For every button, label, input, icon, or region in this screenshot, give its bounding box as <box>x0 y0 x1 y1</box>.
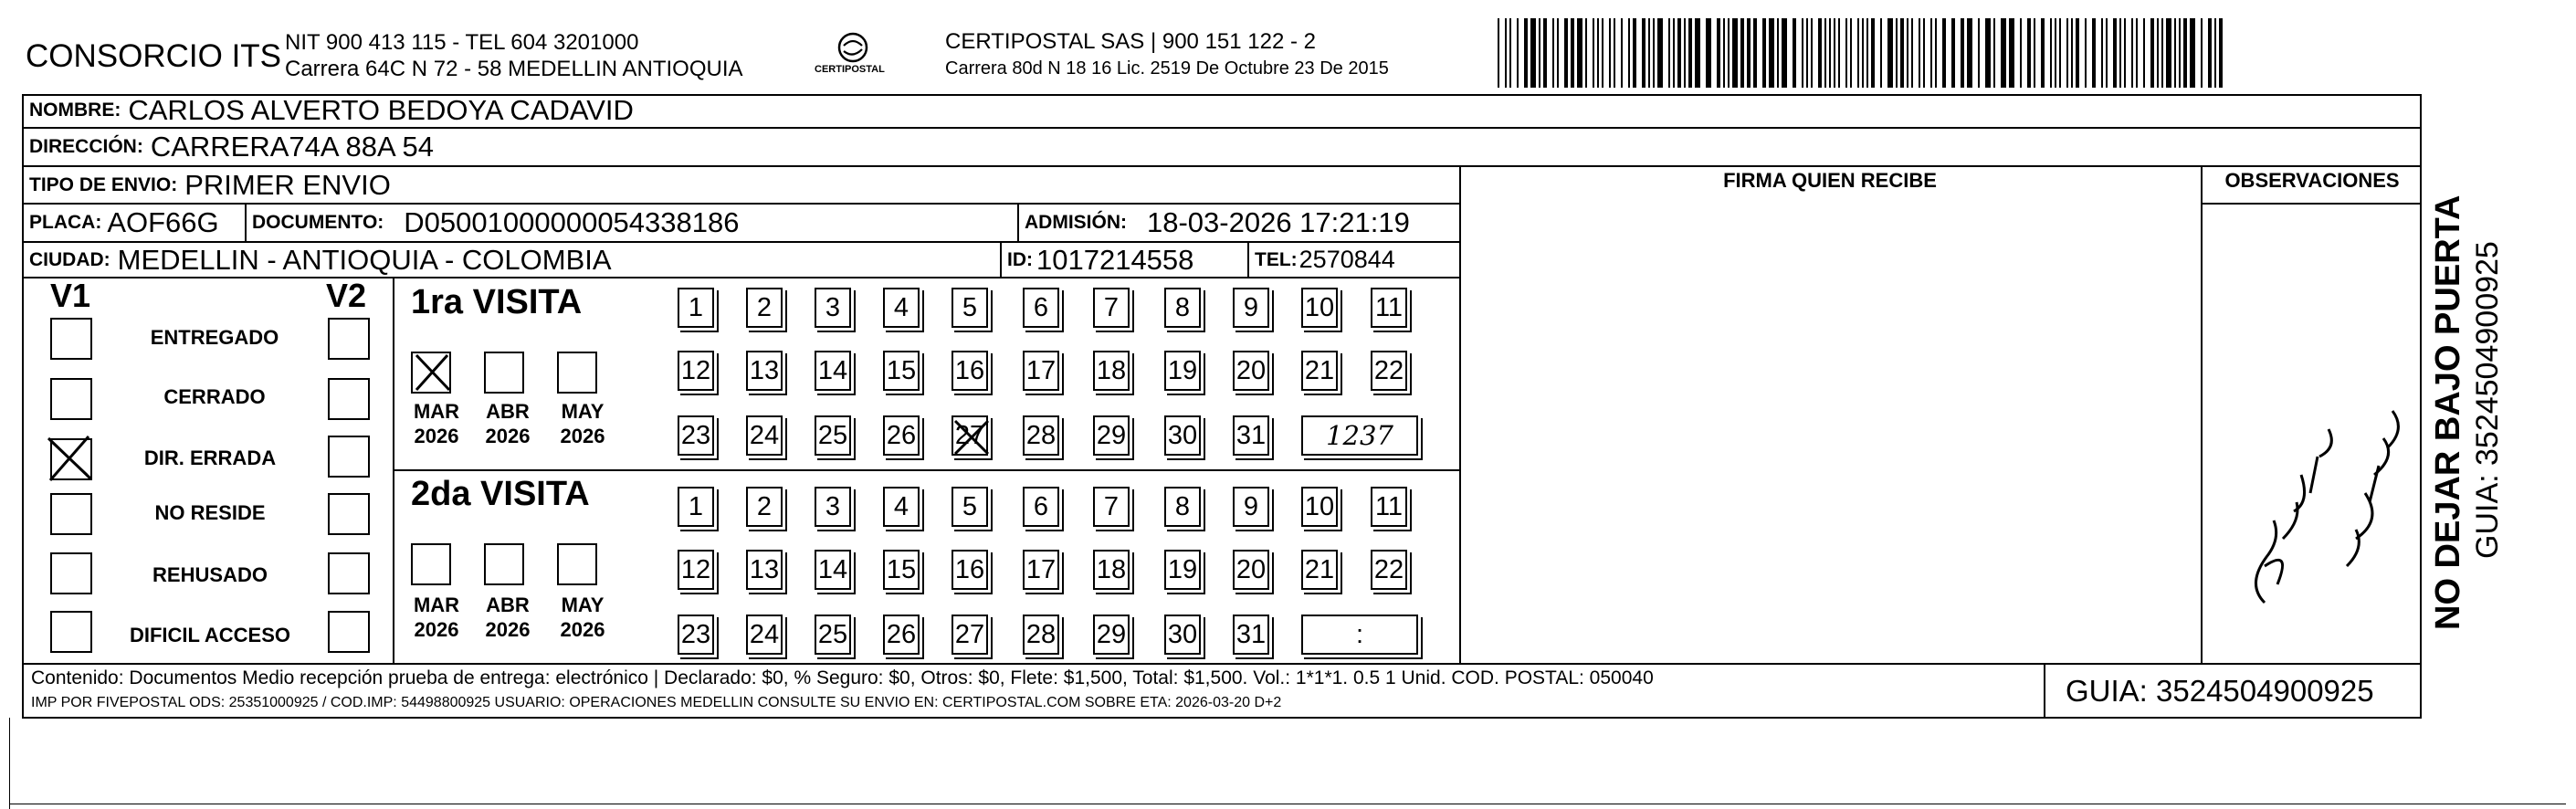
barcode-bar <box>2101 18 2103 88</box>
barcode-bar <box>1593 18 1594 88</box>
second-visit-day-9[interactable]: 9 <box>1233 487 1269 527</box>
barcode-bar <box>1648 18 1650 88</box>
placa-value: AOF66G <box>107 206 219 238</box>
barcode-bar <box>2066 18 2068 88</box>
v2-checkbox-dir-errada[interactable] <box>328 436 370 478</box>
certipostal-logo-text: CERTIPOSTAL <box>815 64 885 75</box>
nombre-label: NOMBRE: <box>29 100 121 121</box>
ciudad-label: CIUDAD: <box>29 248 110 270</box>
first-visit-month-abr[interactable] <box>484 352 524 394</box>
barcode-bar <box>1530 18 1536 88</box>
nombre-row <box>29 94 634 127</box>
v1-checkbox-dir-errada[interactable] <box>50 438 92 480</box>
barcode <box>1498 18 2228 88</box>
barcode-bar <box>1923 18 1925 88</box>
observaciones-label: OBSERVACIONES <box>2224 169 2400 192</box>
footer-imp: IMP POR FIVEPOSTAL ODS: 25351000925 / COD.IMP: 54498800925 USUARIO: OPERACIONES MEDELLIN CONSULTE SU ENVIO EN: CERTIPOSTAL.COM SOBRE ETA: 2026-03-20 D+2 <box>31 695 1282 710</box>
tipo-envio-row <box>29 167 391 203</box>
second-visit-month-abr[interactable] <box>484 543 524 585</box>
barcode-bar <box>1857 18 1859 88</box>
barcode-bar <box>1769 18 1774 88</box>
tipo-envio-value: PRIMER ENVIO <box>184 168 391 201</box>
barcode-bar <box>2119 18 2121 88</box>
first-visit-day-21[interactable]: 21 <box>1301 351 1338 391</box>
barcode-bar <box>1621 18 1623 88</box>
first-visit-month-label-may: MAY 2026 <box>560 400 605 447</box>
tel-value: 2570844 <box>1299 246 1395 273</box>
barcode-bar <box>1728 18 1730 88</box>
first-visit-day-29[interactable]: 29 <box>1093 415 1130 456</box>
barcode-bar <box>1838 18 1840 88</box>
second-visit-day-11[interactable]: 11 <box>1371 487 1407 527</box>
barcode-bar <box>1609 18 1611 88</box>
second-visit-day-14[interactable]: 14 <box>815 550 851 590</box>
barcode-bar <box>2034 18 2035 88</box>
barcode-bar <box>1633 18 1636 88</box>
barcode-bar <box>1907 18 1908 88</box>
first-visit-day-18[interactable]: 18 <box>1093 351 1130 391</box>
barcode-bar <box>1688 18 1692 88</box>
second-visit-day-21[interactable]: 21 <box>1301 550 1338 590</box>
certipostal-logo <box>807 29 899 79</box>
option-dir-errada: DIR. ERRADA <box>143 447 277 469</box>
barcode-bar <box>2201 18 2203 88</box>
second-visit-day-15[interactable]: 15 <box>883 550 920 590</box>
footer-contenido: Contenido: Documentos Medio recepción prueba de entrega: electrónico | Declarado: $0, % Seguro: $0, Otros: $0, Flete: $1,500, Total: $1,500. Vol.: 1*1*1. 0.5 1 Unid. COD. POSTAL: 050040 <box>31 667 1654 688</box>
barcode-bar <box>1967 18 1972 88</box>
first-visit-day-28[interactable]: 28 <box>1023 415 1059 456</box>
barcode-bar <box>1684 18 1686 88</box>
second-visit-day-3[interactable]: 3 <box>815 487 851 527</box>
barcode-bar <box>1498 18 1499 88</box>
v1-checkbox-no-reside[interactable] <box>50 493 92 535</box>
ciudad-cell <box>29 243 612 277</box>
first-visit-day-3[interactable]: 3 <box>815 288 851 328</box>
first-visit-month-mar[interactable] <box>411 352 451 394</box>
barcode-bar <box>1887 18 1893 88</box>
barcode-bar <box>1802 18 1803 88</box>
barcode-bar <box>1824 18 1826 88</box>
barcode-bar <box>1695 18 1700 88</box>
barcode-bar <box>1829 18 1831 88</box>
cross-mark-icon <box>407 348 458 397</box>
first-visit-day-30[interactable]: 30 <box>1164 415 1201 456</box>
cross-mark-icon <box>43 433 98 486</box>
first-visit-day-6[interactable]: 6 <box>1023 288 1059 328</box>
second-visit-time-box[interactable]: : <box>1301 615 1418 655</box>
first-visit-day-4[interactable]: 4 <box>883 288 920 328</box>
barcode-bar <box>1993 18 1995 88</box>
second-visit-day-27[interactable]: 27 <box>952 615 988 655</box>
barcode-bar <box>1706 18 1711 88</box>
barcode-bar <box>1762 18 1766 88</box>
barcode-bar <box>1850 18 1852 88</box>
option-no-reside: NO RESIDE <box>154 501 266 524</box>
first-visit-day-22[interactable]: 22 <box>1371 351 1407 391</box>
first-visit-day-27[interactable]: 27 <box>952 415 988 456</box>
barcode-bar <box>1717 18 1720 88</box>
barcode-bar <box>1602 18 1603 88</box>
barcode-bar <box>1896 18 1898 88</box>
second-visit-day-10[interactable]: 10 <box>1301 487 1338 527</box>
second-visit-day-16[interactable]: 16 <box>952 550 988 590</box>
second-visit-day-25[interactable]: 25 <box>815 615 851 655</box>
firma-label: FIRMA QUIEN RECIBE <box>1723 169 1937 192</box>
barcode-bar <box>1517 18 1519 88</box>
barcode-bar <box>2106 18 2108 88</box>
second-visit-day-28[interactable]: 28 <box>1023 615 1059 655</box>
second-visit-day-20[interactable]: 20 <box>1233 550 1269 590</box>
first-visit-month-may[interactable] <box>557 352 597 394</box>
barcode-bar <box>1862 18 1864 88</box>
v1-checkbox-cerrado[interactable] <box>50 378 92 420</box>
first-visit-month-label-abr: ABR 2026 <box>485 400 531 447</box>
barcode-bar <box>2001 18 2006 88</box>
option-dificil-acceso: DIFICIL ACCESO <box>129 624 290 646</box>
barcode-bar <box>1557 18 1559 88</box>
barcode-bar <box>1871 18 1875 88</box>
second-visit-day-24[interactable]: 24 <box>746 615 783 655</box>
barcode-bar <box>1509 18 1511 88</box>
barcode-bar <box>1845 18 1847 88</box>
first-visit-day-12[interactable]: 12 <box>678 351 714 391</box>
first-visit-day-1[interactable]: 1 <box>678 288 714 328</box>
barcode-bar <box>2174 18 2176 88</box>
barcode-bar <box>1900 18 1904 88</box>
v2-checkbox-rehusado[interactable] <box>328 552 370 594</box>
admision-cell <box>1025 205 1410 241</box>
barcode-bar <box>1732 18 1738 88</box>
first-visit-day-16[interactable]: 16 <box>952 351 988 391</box>
barcode-bar <box>1723 18 1725 88</box>
left-edge-line <box>9 718 10 809</box>
barcode-bar <box>1866 18 1868 88</box>
barcode-bar <box>1793 18 1796 88</box>
barcode-bar <box>2020 18 2022 88</box>
barcode-bar <box>2085 18 2087 88</box>
second-visit-day-8[interactable]: 8 <box>1164 487 1201 527</box>
barcode-bar <box>1628 18 1630 88</box>
barcode-bar <box>1747 18 1751 88</box>
barcode-bar <box>1942 18 1946 88</box>
tipo-envio-label: TIPO DE ENVIO: <box>29 173 178 195</box>
cross-mark-icon <box>948 412 995 461</box>
second-visit-day-1[interactable]: 1 <box>678 487 714 527</box>
first-visit-day-20[interactable]: 20 <box>1233 351 1269 391</box>
barcode-bar <box>1740 18 1744 88</box>
barcode-bar <box>2183 18 2187 88</box>
second-visit-day-31[interactable]: 31 <box>1233 615 1269 655</box>
documento-value: D05001000000054338186 <box>404 206 740 238</box>
documento-cell <box>252 205 739 241</box>
documento-label: DOCUMENTO: <box>252 212 384 233</box>
first-visit-title: 1ra VISITA <box>411 283 583 321</box>
barcode-bar <box>1524 18 1528 88</box>
first-visit-day-13[interactable]: 13 <box>746 351 783 391</box>
barcode-bar <box>2124 18 2126 88</box>
barcode-bar <box>1577 18 1582 88</box>
first-visit-day-2[interactable]: 2 <box>746 288 783 328</box>
second-visit-month-label-may: MAY 2026 <box>560 594 605 641</box>
barcode-bar <box>1930 18 1932 88</box>
second-visit-day-23[interactable]: 23 <box>678 615 714 655</box>
first-visit-day-17[interactable]: 17 <box>1023 351 1059 391</box>
tel-cell <box>1255 243 1395 277</box>
barcode-bar <box>1961 18 1964 88</box>
barcode-bar <box>1911 18 1913 88</box>
company-name: CONSORCIO ITS <box>26 38 282 74</box>
barcode-bar <box>2071 18 2073 88</box>
option-rehusado: REHUSADO <box>152 563 268 586</box>
barcode-bar <box>2092 18 2096 88</box>
barcode-bar <box>1543 18 1547 88</box>
barcode-bar <box>1657 18 1663 88</box>
v1-checkbox-rehusado[interactable] <box>50 552 92 594</box>
v1-label: V1 <box>50 277 91 314</box>
barcode-bar <box>2113 18 2117 88</box>
v2-checkbox-cerrado[interactable] <box>328 378 370 420</box>
first-visit-time-box[interactable]: 1237 <box>1301 415 1418 456</box>
direccion-row <box>29 129 434 165</box>
first-visit-month-label-mar: MAR 2026 <box>413 400 460 447</box>
second-visit-day-22[interactable]: 22 <box>1371 550 1407 590</box>
second-visit-day-6[interactable]: 6 <box>1023 487 1059 527</box>
barcode-bar <box>2136 18 2138 88</box>
tel-label: TEL: <box>1255 248 1298 270</box>
second-visit-day-29[interactable]: 29 <box>1093 615 1130 655</box>
barcode-bar <box>2009 18 2014 88</box>
second-visit-day-13[interactable]: 13 <box>746 550 783 590</box>
admision-value: 18-03-2026 17:21:19 <box>1147 206 1410 238</box>
company-address: Carrera 64C N 72 - 58 MEDELLIN ANTIOQUIA <box>285 57 743 81</box>
id-value: 1017214558 <box>1036 243 1194 276</box>
guia-vertical: GUIA: 3524504900925 <box>2470 241 2505 559</box>
first-visit-day-9[interactable]: 9 <box>1233 288 1269 328</box>
v1-checkbox-entregado[interactable] <box>50 318 92 360</box>
second-visit-day-18[interactable]: 18 <box>1093 550 1130 590</box>
barcode-bar <box>1564 18 1568 88</box>
certipostal-line1: CERTIPOSTAL SAS | 900 151 122 - 2 <box>945 29 1316 54</box>
barcode-bar <box>1642 18 1645 88</box>
option-cerrado: CERRADO <box>163 385 266 408</box>
barcode-bar <box>1880 18 1882 88</box>
barcode-bar <box>2143 18 2145 88</box>
barcode-bar <box>2131 18 2133 88</box>
first-visit-day-11[interactable]: 11 <box>1371 288 1407 328</box>
barcode-bar <box>2219 18 2223 88</box>
second-visit-month-label-mar: MAR 2026 <box>413 594 460 641</box>
barcode-bar <box>1614 18 1615 88</box>
first-visit-day-24[interactable]: 24 <box>746 415 783 456</box>
barcode-bar <box>1653 18 1655 88</box>
barcode-bar <box>1811 18 1813 88</box>
second-visit-day-2[interactable]: 2 <box>746 487 783 527</box>
barcode-bar <box>1673 18 1675 88</box>
second-visit-day-12[interactable]: 12 <box>678 550 714 590</box>
id-label: ID: <box>1007 248 1033 270</box>
barcode-bar <box>1505 18 1507 88</box>
barcode-bar <box>2214 18 2216 88</box>
placa-label: PLACA: <box>29 212 102 233</box>
barcode-bar <box>2157 18 2159 88</box>
second-visit-month-label-abr: ABR 2026 <box>485 594 531 641</box>
company-nit-tel: NIT 900 413 115 - TEL 604 3201000 <box>285 30 639 55</box>
barcode-bar <box>2190 18 2195 88</box>
barcode-bar <box>1677 18 1681 88</box>
second-visit-day-7[interactable]: 7 <box>1093 487 1130 527</box>
barcode-bar <box>1782 18 1787 88</box>
barcode-bar <box>1571 18 1574 88</box>
direccion-value: CARRERA74A 88A 54 <box>150 131 435 163</box>
second-visit-day-30[interactable]: 30 <box>1164 615 1201 655</box>
footer-guia: GUIA: 3524504900925 <box>2066 674 2374 708</box>
barcode-bar <box>2208 18 2212 88</box>
barcode-bar <box>2055 18 2056 88</box>
barcode-bar <box>1753 18 1757 88</box>
barcode-bar <box>1978 18 1980 88</box>
barcode-bar <box>1597 18 1599 88</box>
nombre-value: CARLOS ALVERTO BEDOYA CADAVID <box>128 94 634 126</box>
first-visit-day-19[interactable]: 19 <box>1164 351 1201 391</box>
second-visit-month-mar[interactable] <box>411 543 451 585</box>
certipostal-line2: Carrera 80d N 18 16 Lic. 2519 De Octubre 23 De 2015 <box>945 58 1389 79</box>
option-entregado: ENTREGADO <box>150 326 279 349</box>
barcode-bar <box>2161 18 2163 88</box>
observaciones-handwriting <box>2210 365 2420 639</box>
barcode-bar <box>1539 18 1540 88</box>
first-visit-day-26[interactable]: 26 <box>883 415 920 456</box>
first-visit-day-7[interactable]: 7 <box>1093 288 1130 328</box>
second-visit-month-may[interactable] <box>557 543 597 585</box>
barcode-bar <box>1668 18 1670 88</box>
barcode-bar <box>2059 18 2061 88</box>
second-visit-day-26[interactable]: 26 <box>883 615 920 655</box>
barcode-bar <box>2027 18 2031 88</box>
v2-checkbox-no-reside[interactable] <box>328 493 370 535</box>
barcode-bar <box>1834 18 1835 88</box>
first-visit-day-14[interactable]: 14 <box>815 351 851 391</box>
second-visit-day-19[interactable]: 19 <box>1164 550 1201 590</box>
id-cell <box>1007 243 1193 277</box>
admision-label: ADMISIÓN: <box>1025 212 1127 233</box>
direccion-label: DIRECCIÓN: <box>29 136 143 157</box>
v1-checkbox-dificil-acceso[interactable] <box>50 611 92 653</box>
second-visit-day-5[interactable]: 5 <box>952 487 988 527</box>
second-visit-title: 2da VISITA <box>411 475 590 513</box>
barcode-bar <box>2150 18 2154 88</box>
second-visit-day-17[interactable]: 17 <box>1023 550 1059 590</box>
barcode-bar <box>2050 18 2052 88</box>
no-dejar-bajo-puerta: NO DEJAR BAJO PUERTA <box>2429 194 2467 630</box>
barcode-bar <box>1951 18 1955 88</box>
barcode-bar <box>1985 18 1991 88</box>
first-visit-day-23[interactable]: 23 <box>678 415 714 456</box>
barcode-bar <box>1552 18 1554 88</box>
ciudad-value: MEDELLIN - ANTIOQUIA - COLOMBIA <box>117 243 612 276</box>
barcode-bar <box>2076 18 2079 88</box>
v2-checkbox-dificil-acceso[interactable] <box>328 611 370 653</box>
first-visit-day-5[interactable]: 5 <box>952 288 988 328</box>
barcode-bar <box>2041 18 2045 88</box>
second-visit-day-4[interactable]: 4 <box>883 487 920 527</box>
barcode-bar <box>2179 18 2181 88</box>
barcode-bar <box>1806 18 1808 88</box>
barcode-bar <box>1935 18 1937 88</box>
first-visit-day-8[interactable]: 8 <box>1164 288 1201 328</box>
barcode-bar <box>2166 18 2171 88</box>
first-visit-day-31[interactable]: 31 <box>1233 415 1269 456</box>
v2-label: V2 <box>326 277 367 314</box>
first-visit-day-25[interactable]: 25 <box>815 415 851 456</box>
v2-checkbox-entregado[interactable] <box>328 318 370 360</box>
first-visit-day-10[interactable]: 10 <box>1301 288 1338 328</box>
barcode-bar <box>1777 18 1779 88</box>
placa-cell <box>29 205 219 241</box>
barcode-bar <box>1585 18 1587 88</box>
first-visit-day-15[interactable]: 15 <box>883 351 920 391</box>
barcode-bar <box>1919 18 1920 88</box>
barcode-bar <box>1818 18 1822 88</box>
